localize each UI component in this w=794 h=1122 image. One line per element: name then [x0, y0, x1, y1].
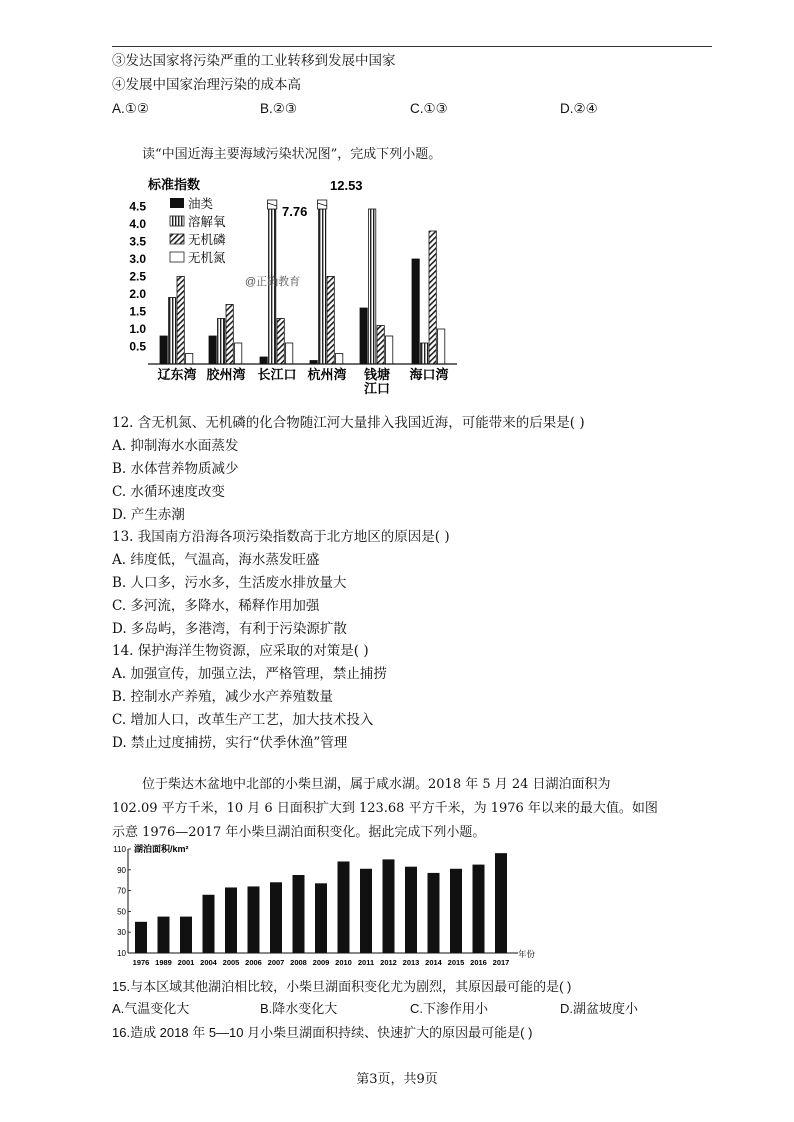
q13-stem: 13. 我国南方沿海各项污染指数高于北方地区的原因是( ) [112, 529, 450, 545]
bar-nitrogen [386, 336, 393, 364]
q14-stem: 14. 保护海洋生物资源，应采取的对策是( ) [112, 643, 369, 659]
chart2-year: 2006 [245, 958, 262, 967]
q13-option-c[interactable]: C. 多河流，多降水，稀释作用加强 [112, 598, 320, 614]
chart1-category: 杭州湾 [307, 367, 347, 382]
chart1-ytick: 4.5 [129, 199, 146, 214]
lake-area-bar [383, 859, 395, 953]
q13-option-d[interactable]: D. 多岛屿，多港湾，有利于污染源扩散 [112, 621, 347, 637]
chart2-year: 2001 [177, 958, 195, 967]
chart1-category: 海口湾 [409, 367, 449, 382]
chart2-year: 2013 [402, 958, 420, 967]
peak-label-hangzhou: 12.53 [330, 178, 363, 193]
header-rule [112, 46, 712, 47]
page-footer: 第3页，共9页 [356, 1072, 438, 1087]
bar-oil [209, 336, 216, 364]
chart1-ytick: 3.5 [129, 234, 146, 249]
lake-area-bar [158, 917, 170, 953]
peak-label-changjiang: 7.76 [282, 204, 308, 219]
passage-2-line-1: 位于柴达木盆地中北部的小柴旦湖，属于咸水湖。2018 年 5 月 24 日湖泊面积为 [142, 777, 611, 792]
bar-oil [412, 259, 419, 364]
chart1-ytick: 0.5 [129, 339, 146, 354]
chart2-ytick: 110 [113, 845, 126, 854]
bar-nitrogen [186, 354, 193, 365]
bar-oxygen [421, 343, 428, 364]
chart2-year: 2004 [200, 958, 217, 967]
chart2-ylabel: 湖泊面积/km² [134, 844, 189, 854]
lake-area-bar [135, 922, 147, 953]
lake-area-bar [293, 875, 305, 953]
q12-option-a[interactable]: A. 抑制海水水面蒸发 [112, 438, 239, 454]
passage-2-line-2: 102.09 平方千米，10 月 6 日面积扩大到 123.68 平方千米，为 1976 年以来的最大值。如图 [112, 801, 658, 816]
chart2-year: 2005 [222, 958, 240, 967]
lake-area-bar [495, 853, 507, 953]
chart2-xlabel: 年份 [518, 949, 536, 959]
legend-oxygen: 溶解氧 [188, 215, 226, 229]
q15-option-a[interactable]: A.气温变化大 [112, 1001, 190, 1016]
chart2-year: 1989 [155, 958, 172, 967]
chart1-category: 钱塘 [363, 367, 391, 382]
chart2-ytick: 50 [117, 907, 126, 917]
chart2-year: 2011 [357, 958, 375, 967]
q15-option-d[interactable]: D.湖盆坡度小 [560, 1001, 639, 1016]
q11-option-d[interactable]: D.②④ [560, 101, 598, 116]
lake-area-bar [180, 917, 192, 953]
legend-phosphorus: 无机磷 [188, 233, 226, 247]
intro-item-3: ③发达国家将污染严重的工业转移到发展中国家 [112, 53, 396, 69]
q12-stem: 12. 含无机氮、无机磷的化合物随江河大量排入我国近海，可能带来的后果是( ) [112, 415, 585, 431]
lake-area-bar [315, 883, 327, 953]
lake-area-bar [473, 865, 485, 953]
chart2-year: 2014 [425, 958, 442, 967]
legend-nitrogen: 无机氮 [188, 251, 226, 265]
bar-phosphorus [226, 305, 233, 365]
chart2-ytick: 70 [117, 886, 126, 896]
q12-option-d[interactable]: D. 产生赤潮 [112, 507, 185, 523]
lake-area-bar [405, 867, 417, 953]
chart1-category: 长江口 [257, 367, 297, 382]
q14-option-c[interactable]: C. 增加人口，改革生产工艺，加大技术投入 [112, 712, 374, 728]
chart1-ytick: 1.0 [129, 322, 146, 336]
chart2-ytick: 90 [117, 865, 126, 875]
q16-stem: 16.造成 2018 年 5—10 月小柴旦湖面积持续、快速扩大的原因最可能是( ) [112, 1025, 533, 1040]
bar-nitrogen [336, 354, 343, 365]
pollution-chart [112, 175, 457, 395]
lake-area-bar [203, 895, 215, 953]
lake-area-chart [108, 843, 548, 971]
chart2-year: 2010 [335, 958, 352, 967]
lake-area-bar [248, 886, 260, 953]
bar-oxygen [169, 298, 176, 365]
bar-oil [160, 336, 167, 364]
chart2-year: 1976 [132, 958, 150, 967]
bar-oxygen [218, 319, 225, 365]
lake-area-bar [225, 887, 237, 953]
q13-option-b[interactable]: B. 人口多，污水多，生活废水排放量大 [112, 575, 347, 591]
bar-nitrogen [438, 329, 445, 364]
bar-oil [360, 308, 367, 364]
q14-option-b[interactable]: B. 控制水产养殖，减少水产养殖数量 [112, 689, 334, 705]
lake-area-bar [450, 869, 462, 953]
q15-option-b[interactable]: B.降水变化大 [260, 1001, 338, 1016]
chart2-year: 2012 [380, 958, 397, 967]
chart2-year: 2015 [447, 958, 465, 967]
chart1-ytick: 2.0 [129, 287, 146, 301]
q15-option-c[interactable]: C.下渗作用小 [410, 1001, 489, 1016]
bar-oxygen [369, 209, 376, 364]
q12-option-b[interactable]: B. 水体营养物质减少 [112, 461, 239, 477]
passage-2-line-3: 示意 1976—2017 年小柴旦湖泊面积变化。据此完成下列小题。 [112, 825, 486, 840]
chart2-year: 2016 [470, 958, 487, 967]
chart2-ytick: 30 [117, 928, 126, 938]
bar-phosphorus [377, 326, 384, 365]
legend-oil: 油类 [188, 197, 214, 211]
bar-nitrogen [235, 343, 242, 364]
chart1-category: 胶州湾 [206, 367, 246, 382]
chart1-category: 辽东湾 [157, 367, 197, 382]
chart2-year: 2007 [267, 958, 285, 967]
chart1-ylabel: 标准指数 [148, 177, 201, 192]
bar-phosphorus [327, 277, 334, 365]
bar-nitrogen [286, 343, 293, 364]
q11-option-b[interactable]: B.②③ [260, 101, 297, 116]
chart2-year: 2017 [492, 958, 510, 967]
chart1-ytick: 3.0 [129, 252, 146, 266]
q11-option-a[interactable]: A.①② [112, 101, 149, 116]
bar-phosphorus [277, 319, 284, 365]
q13-option-a[interactable]: A. 纬度低，气温高，海水蒸发旺盛 [112, 552, 320, 568]
chart2-year: 2008 [290, 958, 307, 967]
lake-area-bar [428, 873, 440, 953]
q15-stem: 15.与本区域其他湖泊相比较，小柴旦湖面积变化尤为剧烈，其原因最可能的是( ) [112, 979, 572, 994]
q11-option-c[interactable]: C.①③ [410, 101, 448, 116]
chart1-ytick: 4.0 [129, 217, 146, 231]
chart1-ytick: 1.5 [129, 304, 146, 319]
bar-phosphorus [177, 277, 184, 365]
lake-area-bar [270, 882, 282, 953]
lake-area-bar [360, 869, 372, 953]
passage-1: 读“中国近海主要海域污染状况图”，完成下列小题。 [142, 147, 442, 162]
chart1-ytick: 2.5 [129, 269, 146, 284]
chart2-year: 2009 [312, 958, 330, 967]
bar-phosphorus [429, 231, 436, 364]
bar-oxygen [319, 209, 326, 364]
intro-item-4: ④发展中国家治理污染的成本高 [112, 77, 301, 93]
q12-option-c[interactable]: C. 水循环速度改变 [112, 484, 225, 500]
q14-option-d[interactable]: D. 禁止过度捕捞，实行“伏季休渔”管理 [112, 735, 348, 751]
bar-oil [260, 357, 267, 364]
chart1-category-line2: 江口 [363, 381, 391, 395]
chart2-ytick: 10 [117, 949, 126, 958]
watermark: @正确教育 [245, 276, 301, 288]
lake-area-bar [338, 861, 350, 953]
q14-option-a[interactable]: A. 加强宣传，加强立法，严格管理，禁止捕捞 [112, 666, 387, 682]
